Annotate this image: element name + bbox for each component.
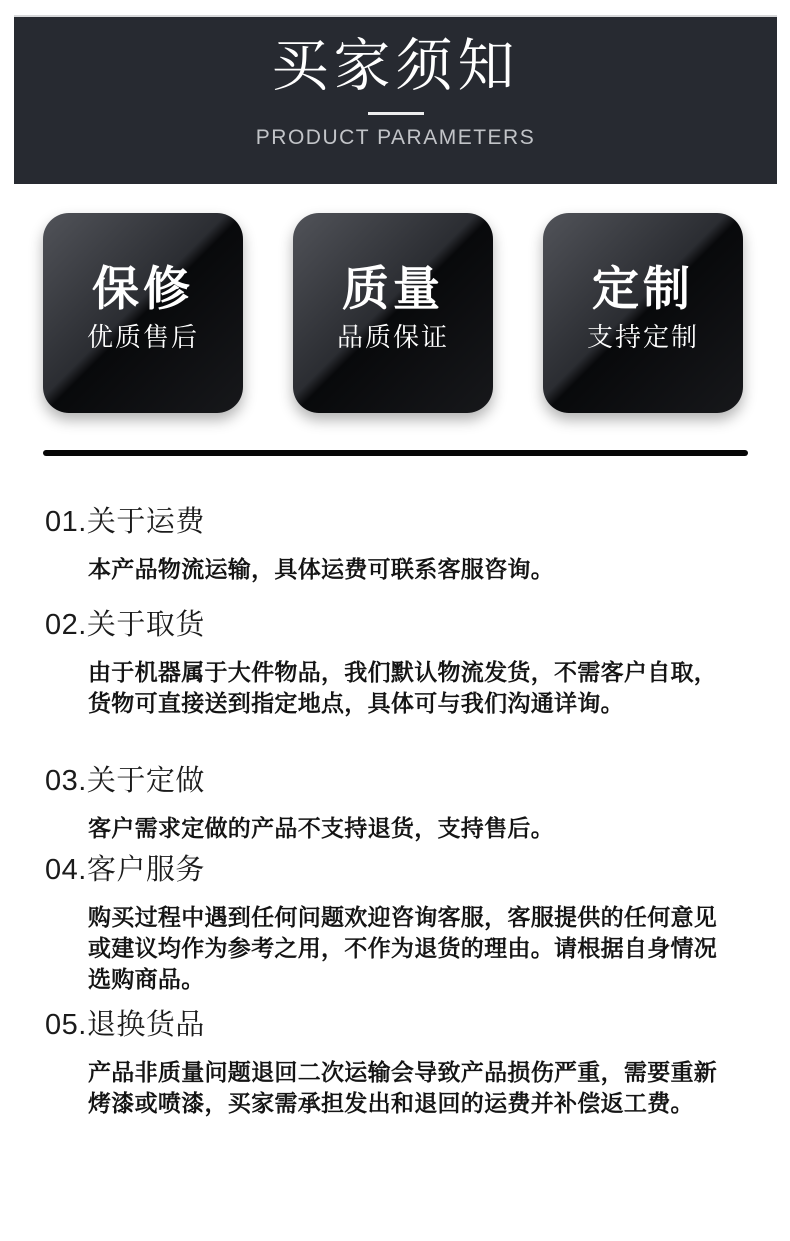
notice-line: 产品非质量问题退回二次运输会导致产品损伤严重，需要重新 — [88, 1059, 718, 1085]
feature-badge-quality — [293, 213, 493, 413]
notice-line: 烤漆或喷漆，买家需承担发出和退回的运费并补偿返工费。 — [88, 1090, 694, 1116]
section-divider — [43, 450, 748, 456]
notice-item-customization — [45, 765, 750, 844]
notice-line: 购买过程中遇到任何问题欢迎咨询客服，客服提供的任何意见 — [88, 904, 718, 930]
notice-item-shipping — [45, 506, 750, 585]
banner-subtitle: PRODUCT PARAMETERS — [255, 126, 536, 149]
notice-line: 选购商品。 — [88, 966, 205, 992]
notice-body — [88, 554, 750, 585]
banner — [14, 15, 777, 184]
feature-title: 质量 — [342, 262, 444, 315]
feature-badges — [43, 213, 743, 413]
banner-title: 买家须知 — [271, 34, 520, 98]
notice-body — [88, 657, 750, 719]
feature-title: 保修 — [92, 262, 194, 315]
notice-heading: 04.客户服务 — [45, 854, 205, 886]
notice-item-pickup — [45, 609, 750, 719]
notice-item-returns — [45, 1009, 750, 1119]
notice-heading: 01.关于运费 — [45, 506, 205, 538]
notice-body — [88, 813, 750, 844]
notice-list — [45, 506, 750, 1119]
feature-subtitle: 支持定制 — [586, 322, 699, 352]
feature-subtitle: 优质售后 — [86, 322, 199, 352]
feature-title: 定制 — [592, 262, 694, 315]
notice-line: 货物可直接送到指定地点，具体可与我们沟通详询。 — [88, 690, 624, 716]
notice-heading: 02.关于取货 — [45, 609, 205, 641]
notice-line: 客户需求定做的产品不支持退货，支持售后。 — [88, 815, 554, 841]
notice-body — [88, 1057, 750, 1119]
notice-item-customer-service — [45, 854, 750, 995]
feature-subtitle: 品质保证 — [336, 322, 449, 352]
feature-badge-warranty — [43, 213, 243, 413]
notice-line: 或建议均作为参考之用，不作为退货的理由。请根据自身情况 — [88, 935, 718, 961]
notice-line: 本产品物流运输，具体运费可联系客服咨询。 — [88, 556, 554, 582]
notice-heading: 03.关于定做 — [45, 765, 205, 797]
notice-body — [88, 902, 750, 995]
notice-heading: 05.退换货品 — [45, 1009, 205, 1041]
banner-rule — [368, 112, 424, 115]
feature-badge-custom — [543, 213, 743, 413]
notice-line: 由于机器属于大件物品，我们默认物流发货，不需客户自取， — [88, 659, 718, 685]
